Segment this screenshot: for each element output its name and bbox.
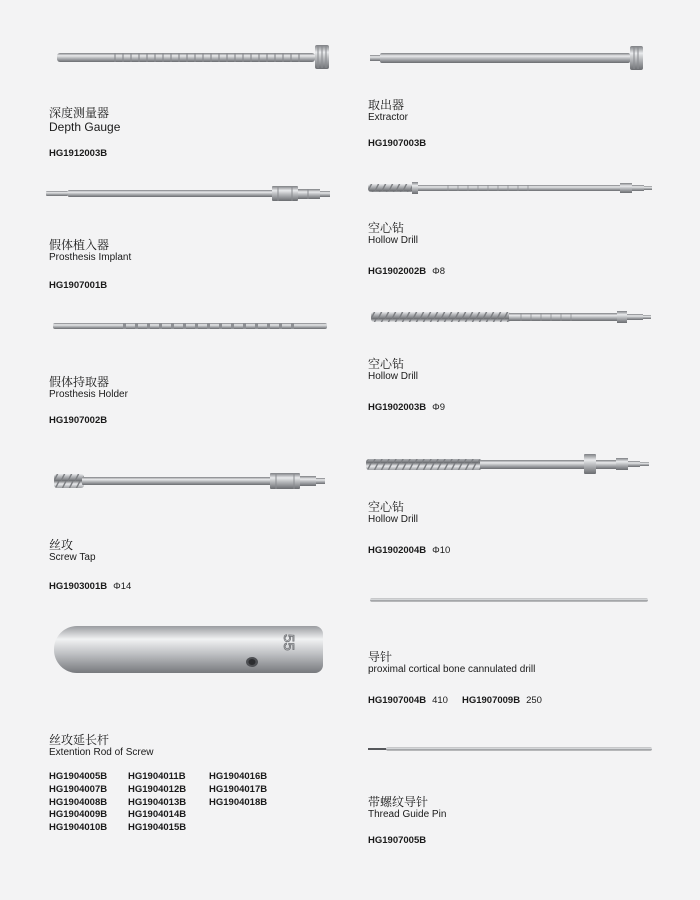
hollow-drill-9-code: HG1902003B (368, 402, 427, 413)
thread-guide-pin-text (368, 795, 446, 821)
hollow-drill-10-code: HG1902004B (368, 545, 427, 556)
thread-guide-pin-en: Thread Guide Pin (368, 809, 447, 820)
extractor-zh: 取出器 (368, 98, 405, 112)
extension-rod-image (54, 624, 326, 676)
screw-tap-zh: 丝攻 (49, 538, 74, 552)
extractor-en: Extractor (368, 112, 409, 123)
prosthesis-holder-zh: 假体持取器 (49, 375, 110, 389)
prosthesis-implant-zh: 假体植入器 (49, 238, 110, 252)
extension-rod-text (49, 733, 154, 759)
hollow-drill-9-code-line (368, 397, 445, 415)
hollow-drill-10-en: Hollow Drill (368, 514, 419, 525)
guide-needle-en: proximal cortical bone cannulated drill (368, 664, 536, 675)
screw-tap-image (54, 471, 326, 491)
extension-rod-en: Extention Rod of Screw (49, 747, 154, 758)
hollow-drill-10-size: Φ10 (432, 545, 451, 556)
hollow-drill-8-zh: 空心钻 (368, 221, 405, 235)
depth-gauge-code: HG1912003B (49, 148, 108, 159)
prosthesis-implant-code: HG1907001B (49, 280, 108, 291)
hollow-drill-10-image (366, 453, 652, 475)
screw-tap-size: Φ14 (113, 581, 132, 592)
prosthesis-implant-image (46, 185, 331, 203)
prosthesis-holder-en: Prosthesis Holder (49, 389, 128, 400)
code-column-1 (49, 771, 107, 835)
extension-rod-zh: 丝攻延长杆 (49, 733, 110, 747)
hollow-drill-10-text (368, 500, 418, 526)
depth-gauge-text (49, 106, 120, 134)
code-cell: HG1904010B (49, 822, 108, 834)
guide-needle-code-line (368, 690, 542, 708)
guide-needle-text (368, 650, 535, 676)
guide-needle-zh: 导针 (368, 650, 393, 664)
screw-tap-en: Screw Tap (49, 552, 96, 563)
guide-needle-code-2: HG1907009B (461, 695, 521, 706)
guide-needle-image (370, 596, 650, 604)
screw-tap-code: HG1903001B (49, 581, 108, 592)
code-cell: HG1904017B (209, 783, 268, 795)
prosthesis-holder-code: HG1907002B (49, 415, 108, 426)
handle-mark: 55 (280, 634, 297, 651)
hollow-drill-8-en: Hollow Drill (368, 235, 419, 246)
guide-needle-length-1: 410 (432, 695, 448, 706)
code-cell: HG1904015B (128, 822, 187, 834)
prosthesis-holder-text (49, 375, 128, 401)
depth-gauge-en: Depth Gauge (49, 120, 121, 134)
depth-gauge-zh: 深度测量器 (49, 106, 110, 120)
guide-needle-length-2: 250 (526, 695, 542, 706)
hollow-drill-9-en: Hollow Drill (368, 371, 419, 382)
guide-needle-code-1: HG1907004B (368, 695, 427, 706)
extension-rod-code-grid (49, 771, 289, 841)
code-column-3 (209, 771, 267, 809)
hollow-drill-9-zh: 空心钻 (368, 357, 405, 371)
depth-gauge-image (55, 44, 335, 70)
code-cell: HG1904007B (49, 783, 108, 795)
hollow-drill-8-size: Φ8 (432, 266, 445, 277)
code-cell: HG1904016B (209, 771, 268, 782)
code-cell: HG1904012B (128, 783, 187, 795)
thread-guide-pin-image (368, 745, 654, 753)
code-cell: HG1904014B (128, 809, 187, 821)
hollow-drill-9-text (368, 357, 418, 383)
code-cell: HG1904008B (49, 796, 108, 808)
hollow-drill-8-code-line (368, 261, 445, 279)
code-cell: HG1904018B (209, 796, 268, 808)
thread-guide-pin-zh: 带螺纹导针 (368, 795, 429, 809)
screw-tap-text (49, 538, 96, 564)
hollow-drill-10-zh: 空心钻 (368, 500, 405, 514)
code-cell: HG1904013B (128, 796, 187, 808)
code-cell: HG1904005B (49, 771, 108, 782)
extractor-text (368, 98, 408, 124)
hollow-drill-9-image (371, 309, 653, 325)
screw-tap-code-line (49, 576, 131, 594)
prosthesis-holder-image (53, 320, 329, 332)
hollow-drill-10-code-line (368, 540, 450, 558)
code-cell: HG1904011B (128, 771, 186, 782)
hollow-drill-9-size: Φ9 (432, 402, 445, 413)
prosthesis-implant-en: Prosthesis Implant (49, 252, 132, 263)
code-column-2 (128, 771, 186, 835)
prosthesis-implant-text (49, 238, 131, 264)
hollow-drill-8-code: HG1902002B (368, 266, 427, 277)
hollow-drill-8-text (368, 221, 418, 247)
extractor-code: HG1907003B (368, 138, 427, 149)
extractor-image (370, 45, 646, 71)
code-cell: HG1904009B (49, 809, 108, 821)
hollow-drill-8-image (368, 181, 654, 195)
thread-guide-pin-code: HG1907005B (368, 835, 427, 846)
